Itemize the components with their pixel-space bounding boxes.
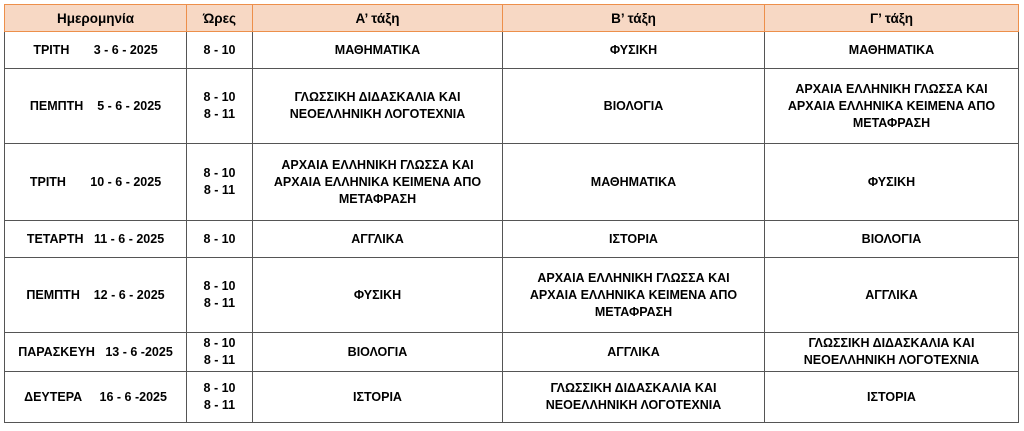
date-cell [5, 32, 187, 69]
date-cell [5, 333, 187, 372]
a-line: ΙΣΤΟΡΙΑ [353, 389, 402, 404]
header-date: Ημερομηνία [5, 5, 187, 32]
b-line: ΙΣΤΟΡΙΑ [609, 231, 658, 246]
hours-cell [187, 221, 253, 258]
date-cell [5, 144, 187, 221]
table-row [5, 258, 1019, 333]
table-row [5, 144, 1019, 221]
header-hours: Ώρες [187, 5, 253, 32]
subject-cell-class-b [503, 221, 765, 258]
subject-cell-class-a [253, 32, 503, 69]
subject-cell-class-b [503, 32, 765, 69]
a-line: ΜΕΤΑΦΡΑΣΗ [338, 191, 417, 206]
a-line: ΜΑΘΗΜΑΤΙΚΑ [334, 42, 421, 57]
date-cell [5, 258, 187, 333]
a-line: ΒΙΟΛΟΓΙΑ [347, 344, 408, 359]
hours-line: 8 - 11 [203, 183, 236, 197]
hours-line: 8 - 10 [203, 381, 236, 395]
hours-line: 8 - 10 [203, 166, 236, 180]
table-row [5, 32, 1019, 69]
b-line: ΦΥΣΙΚΗ [609, 42, 658, 57]
hours-cell [187, 144, 253, 221]
hours-line: 8 - 10 [203, 279, 236, 293]
hours-line: 8 - 11 [203, 353, 236, 367]
date-text: ΤΡΙΤΗ 3 - 6 - 2025 [33, 42, 158, 57]
b-line: ΑΡΧΑΙΑ ΕΛΛΗΝΙΚΗ ΓΛΩΣΣΑ ΚΑΙ [537, 270, 730, 285]
c-line: ΙΣΤΟΡΙΑ [867, 389, 916, 404]
b-line: ΑΡΧΑΙΑ ΕΛΛΗΝΙΚΑ ΚΕΙΜΕΝΑ ΑΠΟ [529, 287, 738, 302]
subject-cell-class-c [765, 69, 1019, 144]
hours-cell [187, 258, 253, 333]
hours-line: 8 - 11 [203, 296, 236, 310]
b-line: ΑΓΓΛΙΚΑ [607, 344, 660, 359]
subject-cell-class-a [253, 372, 503, 423]
subject-cell-class-a [253, 144, 503, 221]
c-line: ΦΥΣΙΚΗ [867, 174, 916, 189]
exam-schedule [4, 4, 1019, 423]
subject-cell-class-a [253, 333, 503, 372]
c-line: ΜΑΘΗΜΑΤΙΚΑ [848, 42, 935, 57]
b-line: ΜΕΤΑΦΡΑΣΗ [594, 304, 673, 319]
a-line: ΑΡΧΑΙΑ ΕΛΛΗΝΙΚΗ ΓΛΩΣΣΑ ΚΑΙ [281, 157, 474, 172]
a-line: ΑΡΧΑΙΑ ΕΛΛΗΝΙΚΑ ΚΕΙΜΕΝΑ ΑΠΟ [273, 174, 482, 189]
subject-cell-class-a [253, 258, 503, 333]
c-line: ΝΕΟΕΛΛΗΝΙΚΗ ΛΟΓΟΤΕΧΝΙΑ [803, 353, 980, 367]
b-line: ΝΕΟΕΛΛΗΝΙΚΗ ΛΟΓΟΤΕΧΝΙΑ [545, 398, 722, 412]
date-cell [5, 221, 187, 258]
date-text: ΤΡΙΤΗ 10 - 6 - 2025 [29, 174, 162, 189]
date-cell [5, 372, 187, 423]
a-line: ΑΓΓΛΙΚΑ [351, 231, 404, 246]
subject-cell-class-c [765, 144, 1019, 221]
header-class-c: Γ’ τάξη [765, 5, 1019, 32]
hours-cell [187, 32, 253, 69]
hours-line: 8 - 10 [203, 231, 236, 246]
date-cell [5, 69, 187, 144]
hours-line: 8 - 11 [203, 398, 236, 412]
c-line: ΑΡΧΑΙΑ ΕΛΛΗΝΙΚΗ ΓΛΩΣΣΑ ΚΑΙ [795, 81, 988, 96]
hours-line: 8 - 10 [203, 336, 236, 350]
subject-cell-class-a [253, 69, 503, 144]
subject-cell-class-b [503, 372, 765, 423]
hours-cell [187, 372, 253, 423]
b-line: ΒΙΟΛΟΓΙΑ [603, 98, 664, 113]
subject-cell-class-c [765, 258, 1019, 333]
c-line: ΑΡΧΑΙΑ ΕΛΛΗΝΙΚΑ ΚΕΙΜΕΝΑ ΑΠΟ [787, 98, 996, 113]
c-line: ΜΕΤΑΦΡΑΣΗ [852, 115, 931, 130]
b-line: ΓΛΩΣΣΙΚΗ ΔΙΔΑΣΚΑΛΙΑ ΚΑΙ [550, 381, 717, 395]
subject-cell-class-c [765, 221, 1019, 258]
subject-cell-class-c [765, 333, 1019, 372]
exam-schedule-table [4, 4, 1019, 423]
subject-cell-class-b [503, 333, 765, 372]
c-line: ΓΛΩΣΣΙΚΗ ΔΙΔΑΣΚΑΛΙΑ ΚΑΙ [808, 336, 975, 350]
hours-line: 8 - 10 [203, 42, 236, 57]
date-text: ΠΑΡΑΣΚΕΥΗ 13 - 6 -2025 [18, 344, 173, 359]
subject-cell-class-c [765, 372, 1019, 423]
a-line: ΝΕΟΕΛΛΗΝΙΚΗ ΛΟΓΟΤΕΧΝΙΑ [289, 107, 466, 121]
hours-line: 8 - 11 [203, 107, 236, 121]
date-text: ΠΕΜΠΤΗ 12 - 6 - 2025 [26, 287, 165, 302]
header-row [5, 5, 1019, 32]
a-line: ΦΥΣΙΚΗ [353, 287, 402, 302]
c-line: ΑΓΓΛΙΚΑ [865, 287, 918, 302]
b-line: ΜΑΘΗΜΑΤΙΚΑ [590, 174, 677, 189]
table-row [5, 372, 1019, 423]
date-text: ΠΕΜΠΤΗ 5 - 6 - 2025 [29, 98, 162, 113]
hours-line: 8 - 10 [203, 90, 236, 104]
table-row [5, 333, 1019, 372]
subject-cell-class-a [253, 221, 503, 258]
table-row [5, 221, 1019, 258]
header-class-b: Β’ τάξη [503, 5, 765, 32]
subject-cell-class-b [503, 144, 765, 221]
subject-cell-class-b [503, 69, 765, 144]
hours-cell [187, 333, 253, 372]
schedule-body [5, 32, 1019, 423]
date-text: ΔΕΥΤΕΡΑ 16 - 6 -2025 [24, 389, 167, 404]
a-line: ΓΛΩΣΣΙΚΗ ΔΙΔΑΣΚΑΛΙΑ ΚΑΙ [294, 90, 461, 104]
hours-cell [187, 69, 253, 144]
table-row [5, 69, 1019, 144]
c-line: ΒΙΟΛΟΓΙΑ [861, 231, 922, 246]
subject-cell-class-b [503, 258, 765, 333]
subject-cell-class-c [765, 32, 1019, 69]
date-text: ΤΕΤΑΡΤΗ 11 - 6 - 2025 [26, 231, 165, 246]
header-class-a: Α’ τάξη [253, 5, 503, 32]
